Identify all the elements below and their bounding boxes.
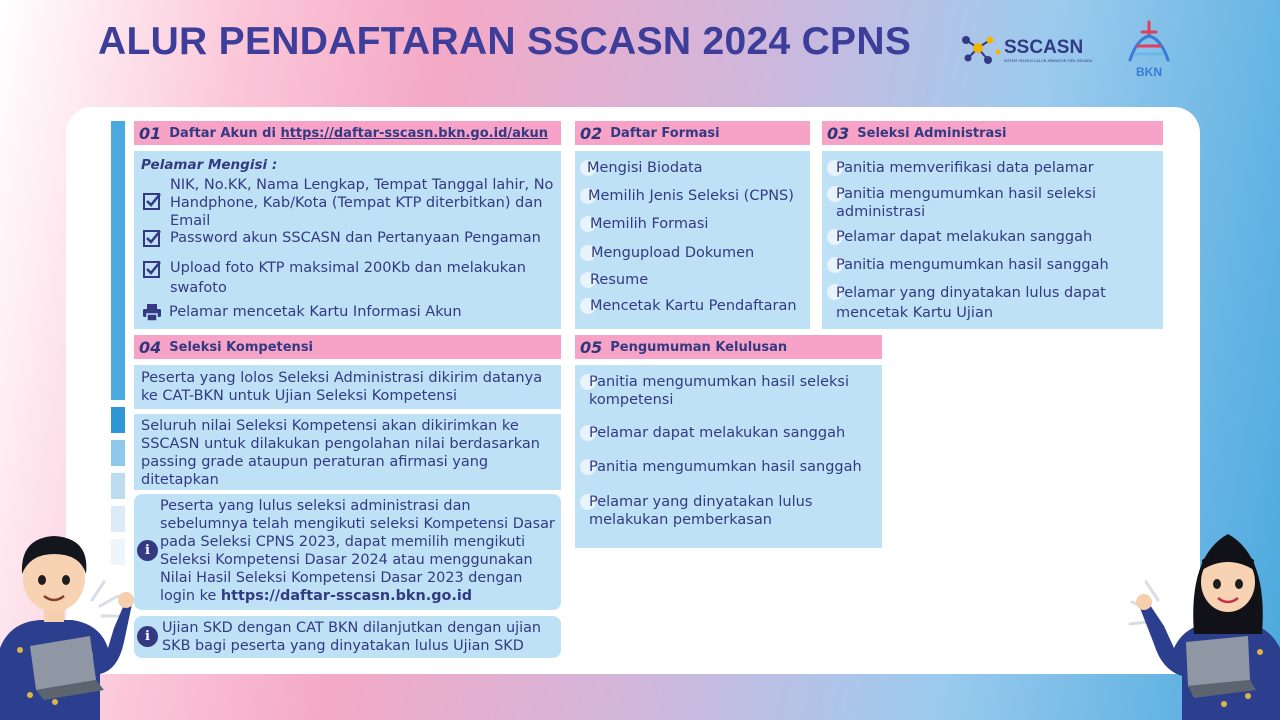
female-character-illustration [1128,530,1280,720]
info-box [134,494,561,610]
info-text: Ujian SKD dengan CAT BKN dilanjutkan dengan ujian SKB bagi peserta yang dinyatakan lulus Ujian SKD [162,620,542,654]
step1-item: Pelamar mencetak Kartu Informasi Akun [169,304,462,320]
step1-item: Password akun SSCASN dan Pertanyaan Pengaman [170,230,541,246]
step5-box [575,365,882,548]
step5-item: Panitia mengumumkan hasil seleksi kompetensi [589,374,850,408]
step1-item: Upload foto KTP maksimal 200Kb dan melakukan swafoto [170,260,526,296]
info-icon: i [137,626,158,647]
step3-item: Panitia mengumumkan hasil sanggah [836,257,1109,273]
step4-header [134,335,561,359]
info-text-body: Peserta yang lulus seleksi administrasi dan sebelumnya telah mengikuti seleksi Kompetensi Dasar pada Seleksi CPNS 2023, dapat memilih mengikuti Seleksi Kompetensi Dasar 2024 atau menggunakan Nilai Hasil Seleksi Kompetensi Dasar 2023 dengan login ke [160,498,555,604]
step1-intro: Pelamar Mengisi : [141,157,278,173]
sidebar-block [111,440,125,466]
sidebar-block [111,473,125,499]
step1-number: 01 [139,123,162,143]
page-title: ALUR PENDAFTARAN SSCASN 2024 CPNS [98,20,912,63]
step2-item: Memilih Formasi [590,216,709,232]
step3-header [822,121,1163,145]
step4-box [134,365,561,409]
step2-number: 02 [580,123,603,143]
info-url-link[interactable]: https://daftar-sscasn.bkn.go.id [220,588,473,604]
step2-item: Mengisi Biodata [587,160,703,176]
checkbox-checked-icon [142,228,162,248]
step3-number: 03 [827,123,850,143]
step1-box [134,151,561,329]
bkn-logo [1122,16,1176,80]
checkbox-checked-icon [142,259,162,279]
sscasn-logo-tagline: SISTEM SELEKSI CALON APARATUR SIPIL NEGARA [1004,59,1093,63]
male-character-illustration [0,530,140,720]
step5-item: Pelamar dapat melakukan sanggah [589,425,846,441]
step2-item: Mengupload Dokumen [591,245,755,261]
step2-header [575,121,810,145]
step3-item: Pelamar dapat melakukan sanggah [836,229,1093,245]
step2-item: Resume [590,272,649,288]
info-box [134,616,561,658]
step4-number: 04 [139,337,162,357]
step3-label: Seleksi Administrasi [857,125,1007,141]
step1-url-link[interactable]: https://daftar-sscasn.bkn.go.id/akun [280,125,549,141]
step2-item: Mencetak Kartu Pendaftaran [590,298,797,314]
step1-item: NIK, No.KK, Nama Lengkap, Tempat Tanggal lahir, No Handphone, Kab/Kota (Tempat KTP diterbitkan) dan Email [170,177,554,229]
step2-item: Memilih Jenis Seleksi (CPNS) [588,188,794,204]
step1-header [134,121,561,145]
sidebar-block [111,506,125,532]
sidebar-block [111,407,125,433]
step3-item: Pelamar yang dinyatakan lulus dapat mencetak Kartu Ujian [836,285,1106,321]
sscasn-logo [958,26,1098,70]
step1-label: Daftar Akun di [169,125,281,141]
step4-item: Seluruh nilai Seleksi Kompetensi akan dikirimkan ke SSCASN untuk dilakukan pengolahan nilai berdasarkan passing grade ataupun peraturan afirmasi yang ditetapkan [141,418,540,488]
info-icon: i [137,540,158,561]
step3-item: Panitia mengumumkan hasil seleksi administrasi [836,186,1097,220]
sscasn-logo-text: SSCASN [1004,37,1084,58]
printer-icon [142,302,162,322]
step3-box [822,151,1163,329]
step3-item: Panitia memverifikasi data pelamar [836,160,1094,176]
step5-item: Pelamar yang dinyatakan lulus melakukan pemberkasan [589,494,813,528]
step2-box [575,151,810,329]
step2-label: Daftar Formasi [610,125,720,141]
step4-box [134,414,561,490]
sidebar-bar [111,121,125,400]
step5-label: Pengumuman Kelulusan [610,339,788,355]
checkbox-checked-icon [142,191,162,211]
step4-item: Peserta yang lolos Seleksi Administrasi dikirim datanya ke CAT-BKN untuk Ujian Seleksi Kompetensi [141,370,543,404]
step5-number: 05 [580,337,603,357]
step5-item: Panitia mengumumkan hasil sanggah [589,459,862,475]
info-text [160,497,560,605]
step4-label: Seleksi Kompetensi [169,339,314,355]
bkn-logo-text: BKN [1136,65,1162,79]
step5-header [575,335,882,359]
